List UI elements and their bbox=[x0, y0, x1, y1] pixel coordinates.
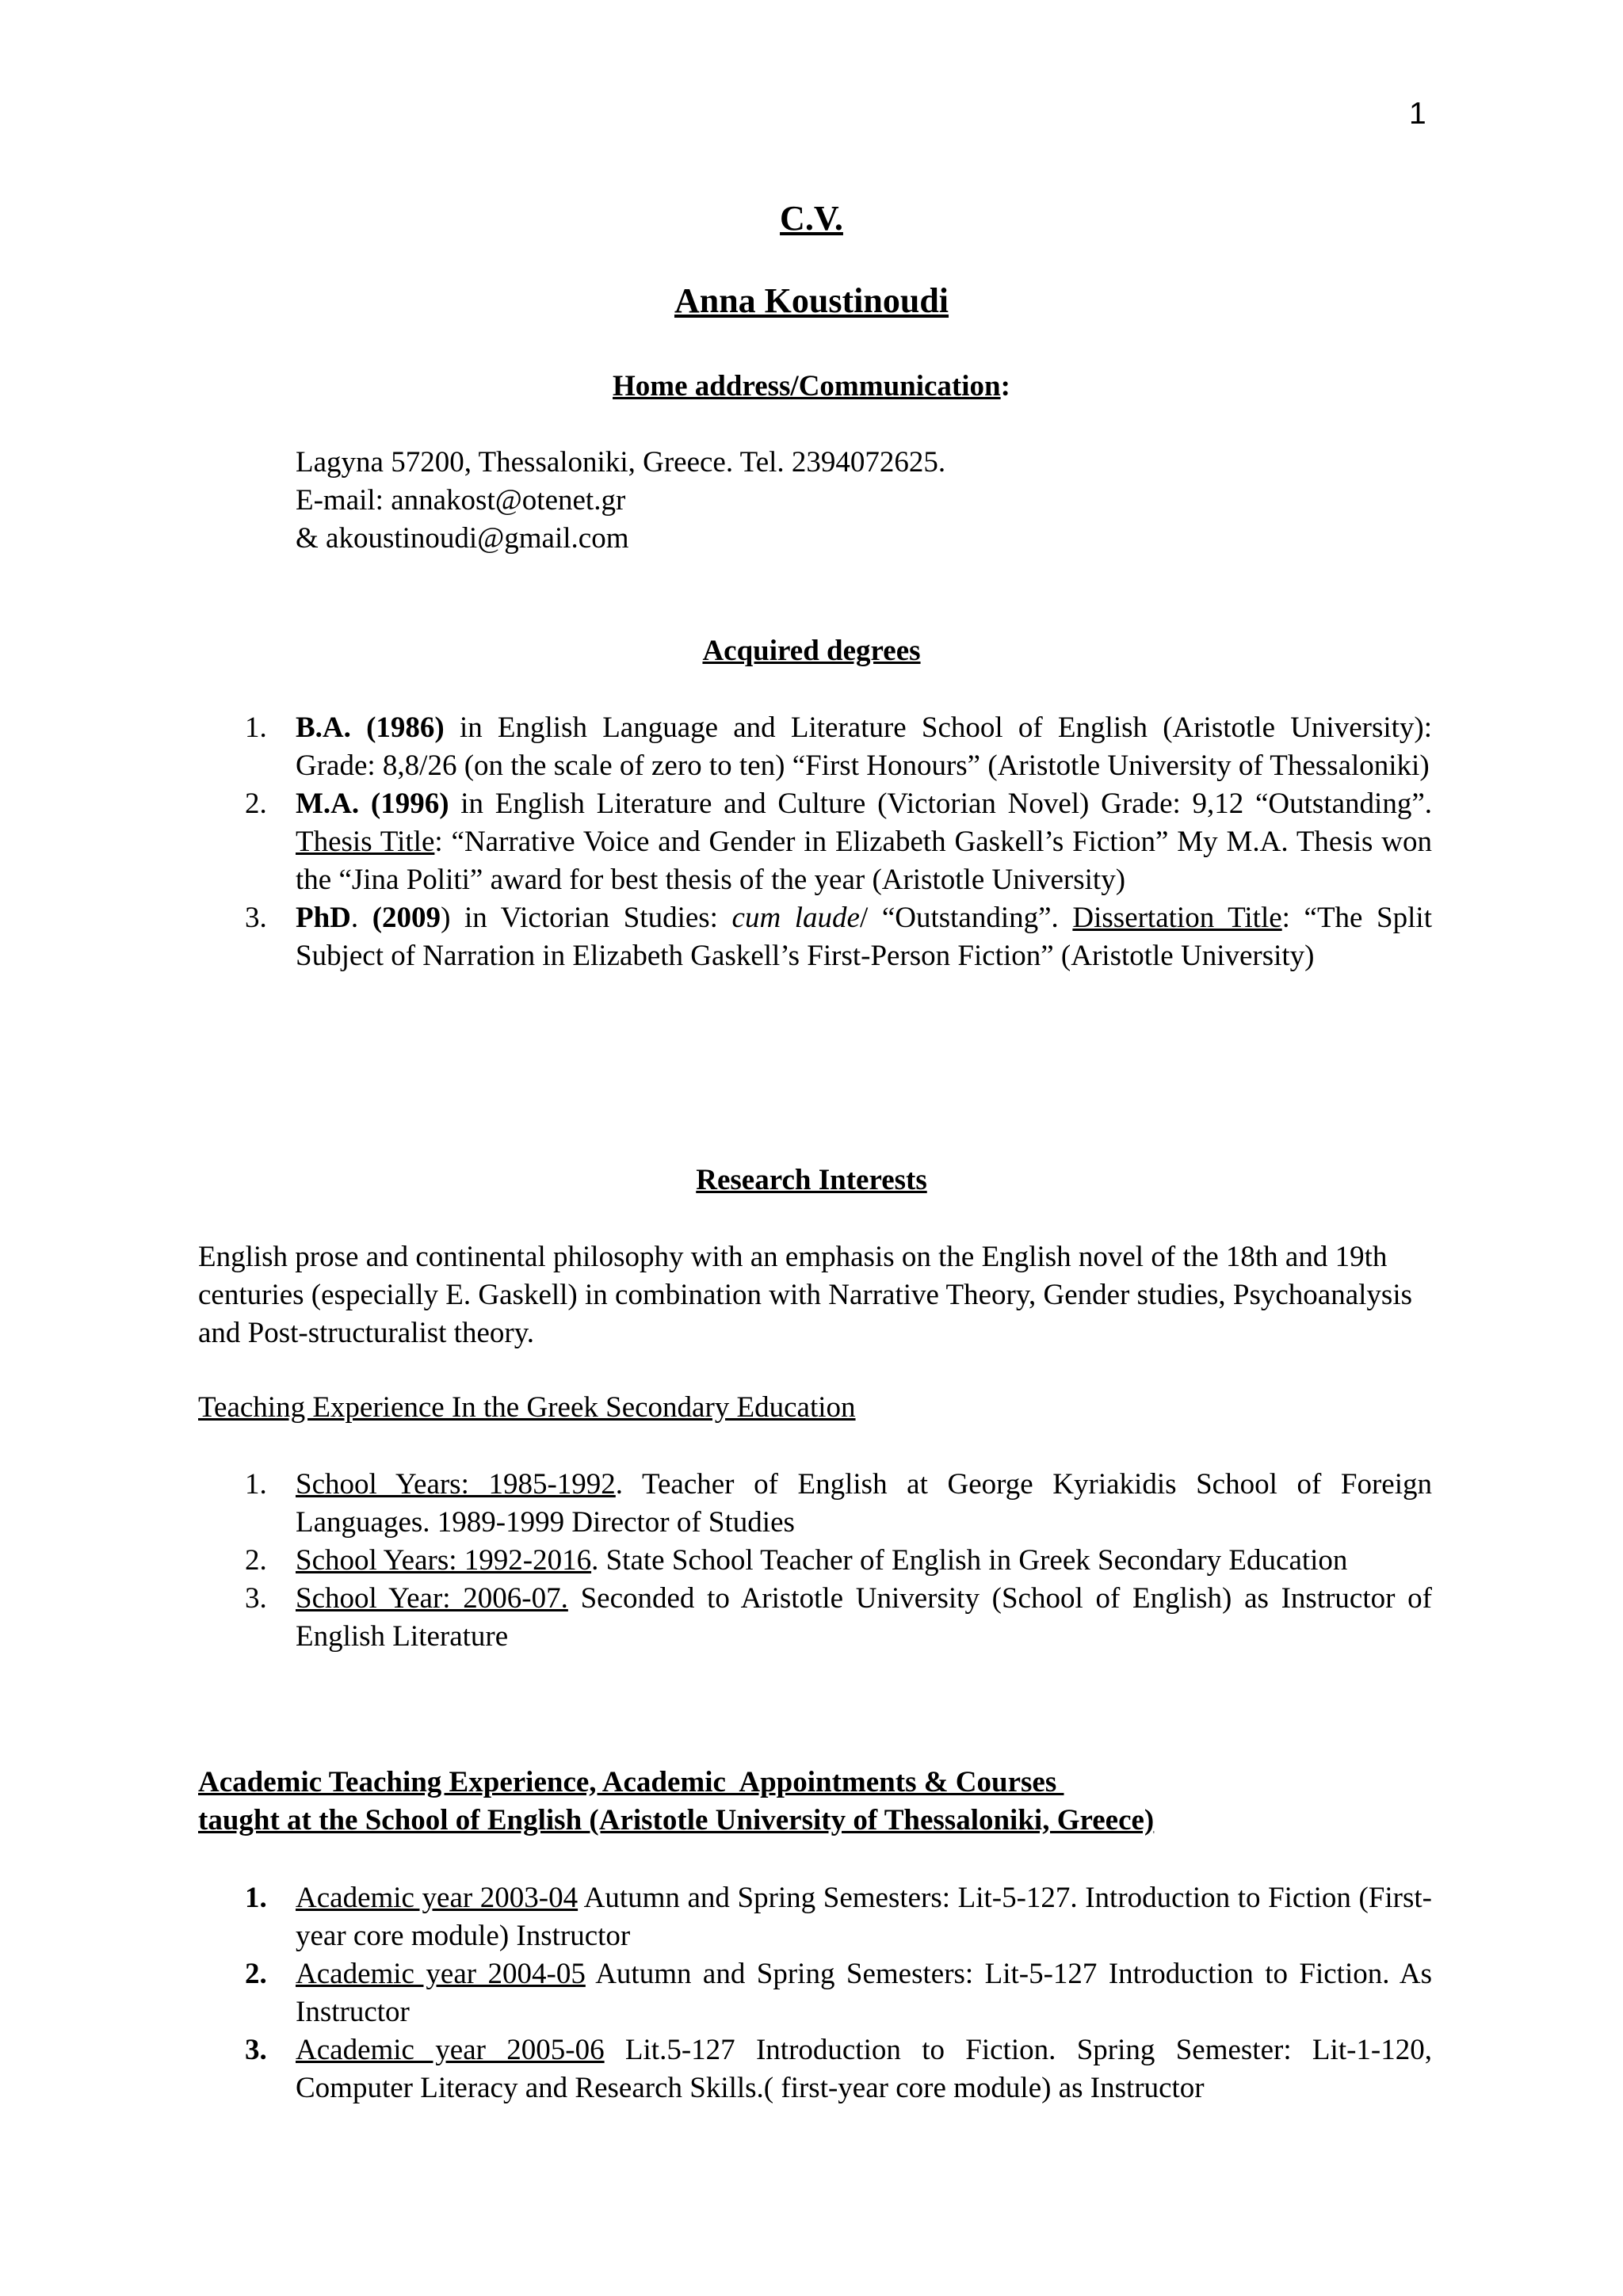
academic-experience-heading bbox=[198, 1764, 1154, 1840]
research-interests-text: English prose and continental philosophy with an emphasis on the English novel of the 18th and 19th centuries (especially E. Gaskell) in combination with Narrative Theory, Gender studies, Psychoanalysis and Post-structuralist theory. bbox=[198, 1241, 1412, 1349]
degree-item-ba bbox=[245, 709, 1432, 785]
person-name: Anna Koustinoudi bbox=[674, 281, 949, 320]
teaching-item-text: Seconded to Aristotle University (School of English) as Instructor of English Literature bbox=[296, 1582, 1432, 1653]
list-number: 2. bbox=[245, 1958, 267, 1990]
degree-item-phd bbox=[245, 899, 1432, 975]
list-number: 2. bbox=[245, 788, 267, 820]
degree-ma-text: in English Literature and Culture (Victorian Novel) Grade: 9,12 “Outstanding”. bbox=[449, 788, 1432, 820]
teaching-item bbox=[245, 1580, 1432, 1656]
academic-year-label: Academic year 2003-04 bbox=[296, 1882, 579, 1914]
degree-ba-label: B.A. (1986) bbox=[296, 711, 445, 744]
degree-phd-year: (2009 bbox=[372, 902, 441, 934]
degree-phd-label: PhD bbox=[296, 902, 351, 934]
degrees-heading: Acquired degrees bbox=[702, 635, 921, 667]
degree-phd-text: ) in Victorian Studies: bbox=[441, 902, 732, 934]
email-line-1: E-mail: annakost@otenet.gr bbox=[296, 484, 626, 517]
list-number: 3. bbox=[245, 1582, 267, 1615]
list-number: 3. bbox=[245, 2034, 267, 2066]
teaching-item-text: . State School Teacher of English in Greek Secondary Education bbox=[591, 1544, 1348, 1577]
list-number: 1. bbox=[245, 1468, 267, 1501]
academic-item-text: Autumn and Spring Semesters: Lit-5-127. Introduction to Fiction (First-year core module) Instructor bbox=[296, 1882, 1432, 1952]
research-interests-heading: Research Interests bbox=[696, 1164, 927, 1196]
school-years-label: School Years: 1985-1992 bbox=[296, 1468, 616, 1501]
thesis-title-label: Thesis Title bbox=[296, 826, 435, 858]
teaching-item bbox=[245, 1542, 1432, 1580]
teaching-item-text: . Teacher of English at George Kyriakidis School of Foreign Languages. 1989-1999 Director of Studies bbox=[296, 1468, 1432, 1539]
academic-item bbox=[245, 2031, 1432, 2107]
academic-item bbox=[245, 1879, 1432, 1955]
teaching-experience-heading: Teaching Experience In the Greek Secondary Education bbox=[198, 1391, 856, 1424]
academic-year-label: Academic year 2005-06 bbox=[296, 2034, 605, 2066]
academic-year-label: Academic year 2004-05 bbox=[296, 1958, 586, 1990]
degree-ba-text: in English Language and Literature School of English (Aristotle University): Grade: 8,8/26 (on the scale of zero to ten) “First Honours” (Aristotle University of Thessaloniki) bbox=[296, 711, 1432, 782]
degree-phd-text2: / “Outstanding”. bbox=[859, 902, 1073, 934]
academic-item bbox=[245, 1955, 1432, 2031]
address-block bbox=[296, 444, 945, 558]
academic-heading-line-2: taught at the School of English (Aristotle University of Thessaloniki, Greece) bbox=[198, 1804, 1155, 1836]
academic-list bbox=[245, 1879, 1432, 2107]
list-number: 3. bbox=[245, 902, 267, 934]
address-line: Lagyna 57200, Thessaloniki, Greece. Tel. 2394072625. bbox=[296, 446, 946, 479]
academic-heading-line-1: Academic Teaching Experience, Academic Appointments & Courses bbox=[198, 1766, 1064, 1798]
school-year-label: School Year: 2006-07. bbox=[296, 1582, 568, 1615]
academic-item-text: Lit.5-127 Introduction to Fiction. Spring Semester: Lit-1-120, Computer Literacy and Research Skills.( first-year core module) as Instructor bbox=[296, 2034, 1432, 2104]
degrees-list bbox=[245, 709, 1433, 975]
degree-phd-italic: cum laude bbox=[731, 902, 860, 934]
home-address-heading bbox=[0, 369, 1623, 403]
home-address-heading-text: Home address/Communication bbox=[613, 370, 1001, 402]
email-line-2: & akoustinoudi@gmail.com bbox=[296, 522, 629, 555]
teaching-item bbox=[245, 1466, 1432, 1542]
school-years-label: School Years: 1992-2016 bbox=[296, 1544, 592, 1577]
degree-item-ma bbox=[245, 785, 1433, 899]
document-title: C.V. bbox=[780, 199, 843, 238]
dissertation-title-label: Dissertation Title bbox=[1072, 902, 1282, 934]
degree-phd-dot: . bbox=[350, 902, 372, 934]
degree-ma-rest: : “Narrative Voice and Gender in Elizabeth Gaskell’s Fiction” My M.A. Thesis won the “Jina Politi” award for best thesis of the year (Aristotle University) bbox=[296, 826, 1433, 896]
degree-phd-rest: : “The Split Subject of Narration in Elizabeth Gaskell’s First-Person Fiction” (Aristotle University) bbox=[296, 902, 1432, 972]
degree-ma-label: M.A. (1996) bbox=[296, 788, 449, 820]
list-number: 1. bbox=[245, 711, 267, 744]
teaching-list bbox=[245, 1466, 1432, 1656]
home-address-heading-colon: : bbox=[1000, 370, 1010, 402]
page-number: 1 bbox=[1409, 97, 1426, 131]
list-number: 2. bbox=[245, 1544, 267, 1577]
academic-item-text: Autumn and Spring Semesters: Lit-5-127 Introduction to Fiction. As Instructor bbox=[296, 1958, 1432, 2028]
list-number: 1. bbox=[245, 1882, 267, 1914]
